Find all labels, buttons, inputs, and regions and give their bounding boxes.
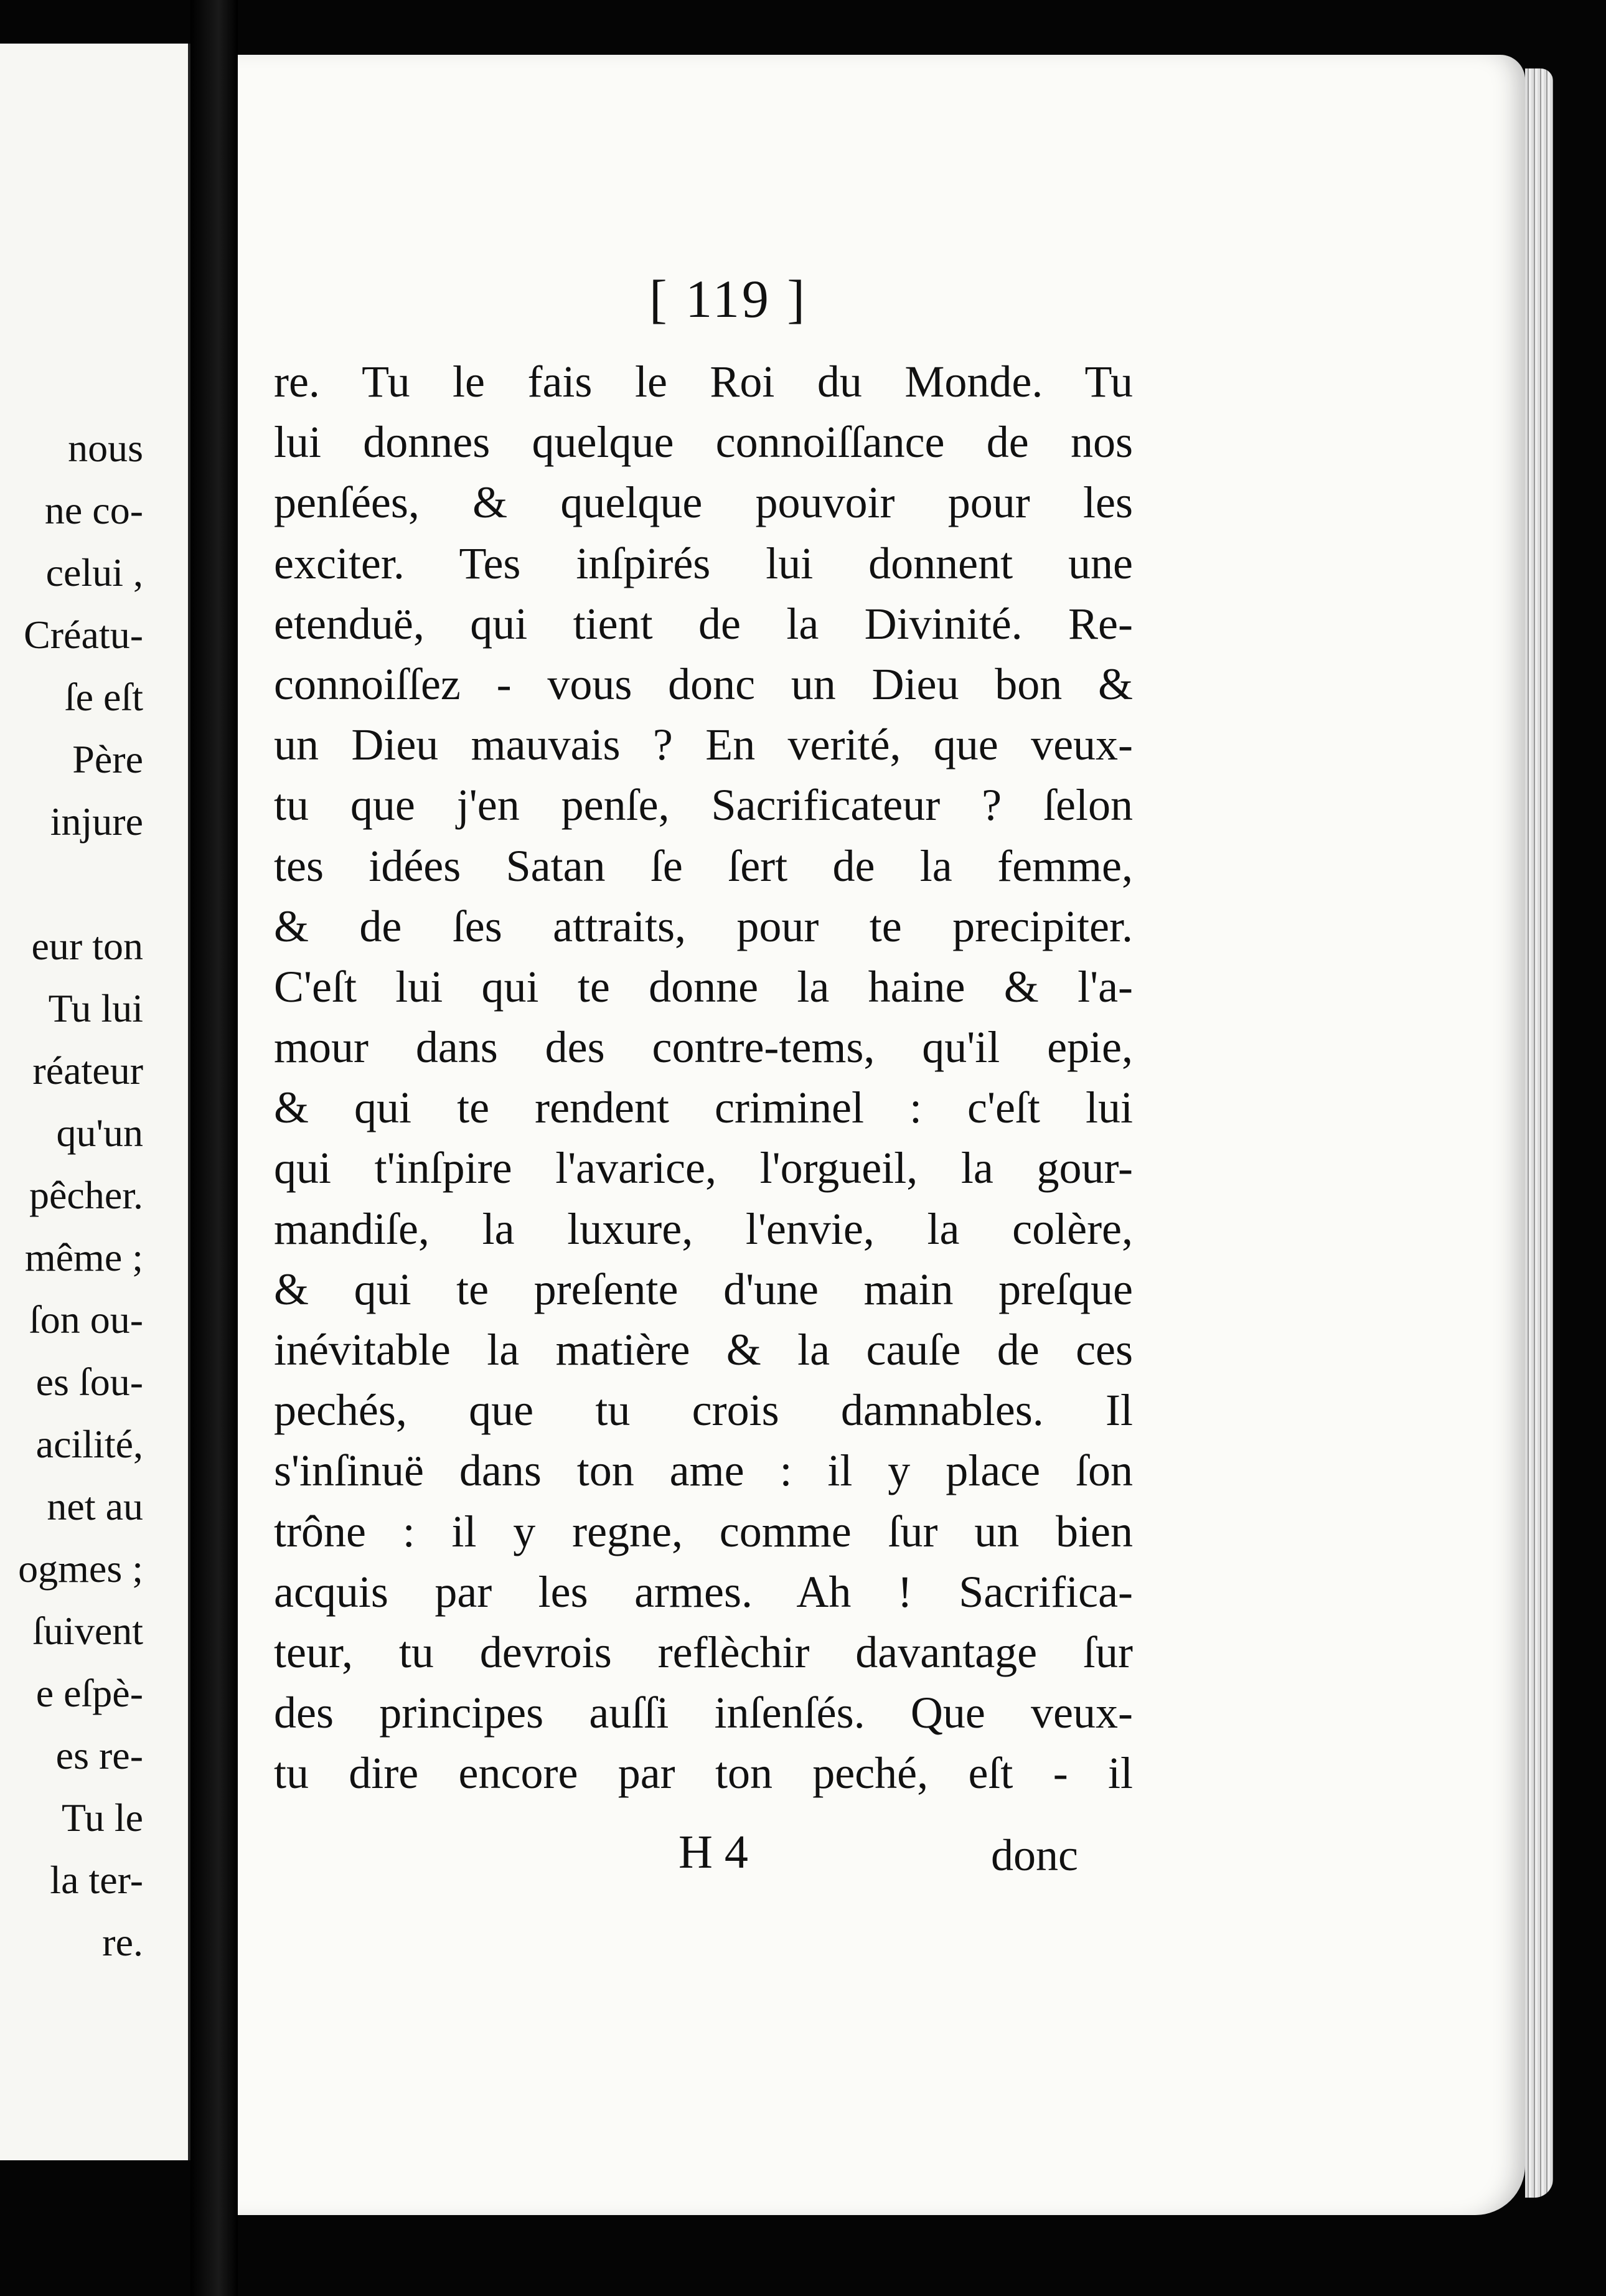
facing-text-line: es re-: [55, 1733, 143, 1777]
facing-text-line: Créatu-: [24, 613, 143, 657]
facing-text-line: pêcher.: [29, 1173, 143, 1217]
text-line: C'eſt lui qui te donne la haine & l'a-: [274, 961, 1133, 1012]
facing-text-line: celui ,: [45, 550, 143, 595]
facing-page-text: [0, 417, 143, 1974]
text-line: & qui te rendent criminel : c'eſt lui: [274, 1083, 1133, 1133]
signature-mark: H 4: [679, 1826, 748, 1878]
facing-text-line: ne co-: [44, 488, 143, 532]
facing-text-line: [0, 853, 143, 915]
facing-text-line: ſuivent: [32, 1609, 143, 1653]
text-line: etenduë, qui tient de la Divinité. Re-: [274, 598, 1133, 649]
text-line: re. Tu le fais le Roi du Monde. Tu: [274, 357, 1133, 407]
facing-text-line: es ſou-: [35, 1360, 143, 1404]
text-line: lui donnes quelque connoiſſance de nos: [274, 417, 1133, 468]
facing-text-line: re.: [102, 1920, 143, 1964]
text-line: inévitable la matière & la cauſe de ces: [274, 1325, 1133, 1375]
facing-text-line: Tu le: [61, 1795, 143, 1840]
text-line: tu dire encore par ton peché, eſt - il: [274, 1748, 1133, 1799]
book-gutter: [190, 0, 238, 2296]
facing-text-line: qu'un: [56, 1111, 143, 1155]
facing-text-line: réateur: [32, 1048, 143, 1093]
facing-text-line: injure: [50, 799, 143, 844]
text-line: & qui te preſente d'une main preſque: [274, 1264, 1133, 1314]
facing-text-line: nous: [68, 426, 143, 470]
facing-text-line: e eſpè-: [35, 1671, 143, 1715]
facing-text-line: ſon ou-: [29, 1297, 143, 1342]
facing-text-line: acilité,: [35, 1422, 143, 1466]
page-number-header: [ 119 ]: [649, 269, 808, 329]
text-line: tes idées Satan ſe ſert de la femme,: [274, 840, 1133, 891]
text-line: des principes auſſi inſenſés. Que veux-: [274, 1688, 1133, 1738]
facing-page-fragment: [0, 44, 190, 2160]
text-line: trône : il y regne, comme ſur un bien: [274, 1506, 1133, 1556]
page-edge: [1525, 68, 1553, 2198]
facing-text-line: ogmes ;: [18, 1546, 143, 1591]
text-line: acquis par les armes. Ah ! Sacrifica-: [274, 1566, 1133, 1617]
facing-text-line: même ;: [24, 1235, 143, 1279]
text-line: tu que j'en penſe, Sacrificateur ? ſelon: [274, 780, 1133, 830]
text-line: mandiſe, la luxure, l'envie, la colère,: [274, 1203, 1133, 1254]
text-line: un Dieu mauvais ? En verité, que veux-: [274, 720, 1133, 770]
facing-text-line: ſe eſt: [64, 675, 143, 719]
text-line: s'inſinuë dans ton ame : il y place ſon: [274, 1446, 1133, 1496]
text-line: connoiſſez - vous donc un Dieu bon &: [274, 659, 1133, 709]
facing-text-line: la ter-: [50, 1858, 143, 1902]
text-line: penſées, & quelque pouvoir pour les: [274, 478, 1133, 528]
text-line: teur, tu devrois reflèchir davantage ſur: [274, 1627, 1133, 1677]
facing-text-line: Père: [72, 737, 143, 781]
facing-text-line: Tu lui: [48, 986, 143, 1030]
text-line: qui t'inſpire l'avarice, l'orgueil, la gour-: [274, 1143, 1133, 1193]
facing-text-line: net au: [47, 1484, 143, 1528]
text-line: pechés, que tu crois damnables. Il: [274, 1385, 1133, 1436]
facing-text-line: eur ton: [31, 924, 143, 968]
text-line: mour dans des contre-tems, qu'il epie,: [274, 1022, 1133, 1073]
text-line: exciter. Tes inſpirés lui donnent une: [274, 538, 1133, 588]
text-line: & de ſes attraits, pour te precipiter.: [274, 901, 1133, 951]
catchword: donc: [991, 1830, 1078, 1880]
body-text: [274, 352, 1133, 1804]
